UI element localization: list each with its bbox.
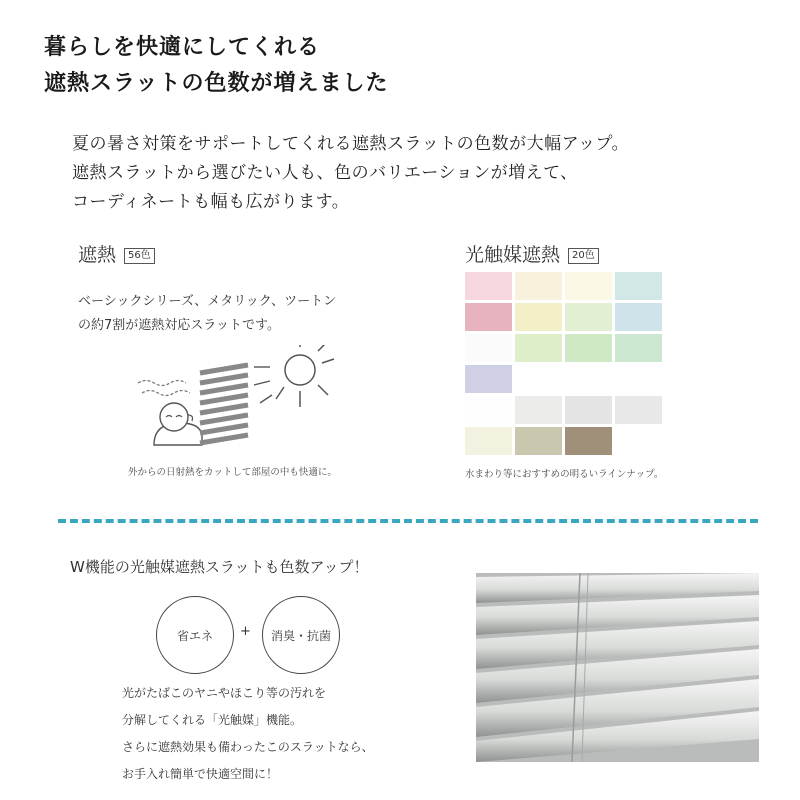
heat-desc-line-2: の約7割が遮熱対応スラットです。 xyxy=(78,318,280,333)
color-swatch-grid xyxy=(465,272,665,460)
deodorize-antibacterial-label: 消臭・抗菌 xyxy=(270,628,331,643)
color-swatch xyxy=(565,303,612,331)
intro-line-2: 遮熱スラットから選びたい人も、色のバリエーションが増えて、 xyxy=(72,163,578,183)
color-swatch xyxy=(465,396,512,424)
w-section-title: W機能の光触媒遮熱スラットも色数アップ！ xyxy=(70,558,369,576)
person-sun-blind-icon xyxy=(130,345,350,455)
color-swatch xyxy=(615,303,662,331)
heat-count-badge: 56色 xyxy=(124,248,155,264)
w-desc-line-1: 光がたばこのヤニやほこり等の汚れを xyxy=(122,686,327,700)
color-swatch xyxy=(515,334,562,362)
blinds-photo xyxy=(476,573,759,762)
photocat-section-title xyxy=(465,240,599,267)
color-swatch xyxy=(615,334,662,362)
color-swatch xyxy=(515,427,562,455)
color-swatch xyxy=(565,396,612,424)
photocat-title-text: 光触媒遮熱 xyxy=(465,244,561,266)
energy-saving-circle xyxy=(156,596,234,674)
energy-saving-label: 省エネ xyxy=(176,628,213,643)
color-swatch xyxy=(465,365,512,393)
color-swatch xyxy=(515,303,562,331)
w-desc-line-3: さらに遮熱効果も備わったこのスラットなら、 xyxy=(122,740,374,754)
heat-section-title xyxy=(78,240,155,267)
color-swatch xyxy=(615,396,662,424)
color-swatch xyxy=(465,303,512,331)
color-swatch xyxy=(465,334,512,362)
w-desc-line-4: お手入れ簡単で快適空間に！ xyxy=(122,767,279,781)
color-swatch xyxy=(565,427,612,455)
color-swatch xyxy=(565,272,612,300)
heat-desc-line-1: ベーシックシリーズ、メタリック、ツートン xyxy=(78,294,337,309)
heat-title-text: 遮熱 xyxy=(78,244,117,266)
deodorize-antibacterial-circle xyxy=(262,596,340,674)
photocat-count-badge: 20色 xyxy=(568,248,599,264)
section-divider xyxy=(58,519,758,523)
color-swatch xyxy=(465,427,512,455)
headline-line-2: 遮熱スラットの色数が増えました xyxy=(44,71,389,96)
plus-sign: + xyxy=(240,624,251,639)
color-swatch xyxy=(565,334,612,362)
headline-line-1: 暮らしを快適にしてくれる xyxy=(44,35,321,60)
color-swatch xyxy=(515,272,562,300)
intro-line-3: コーディネートも幅も広がります。 xyxy=(72,192,350,212)
color-swatch xyxy=(515,396,562,424)
intro-line-1: 夏の暑さ対策をサポートしてくれる遮熱スラットの色数が大幅アップ。 xyxy=(72,134,630,154)
w-desc-line-2: 分解してくれる「光触媒」機能。 xyxy=(122,713,303,727)
color-swatch xyxy=(615,272,662,300)
color-swatch xyxy=(465,272,512,300)
heat-caption: 外からの日射熱をカットして部屋の中も快適に。 xyxy=(128,467,337,478)
photocat-caption: 水まわり等におすすめの明るいラインナップ。 xyxy=(465,469,664,480)
